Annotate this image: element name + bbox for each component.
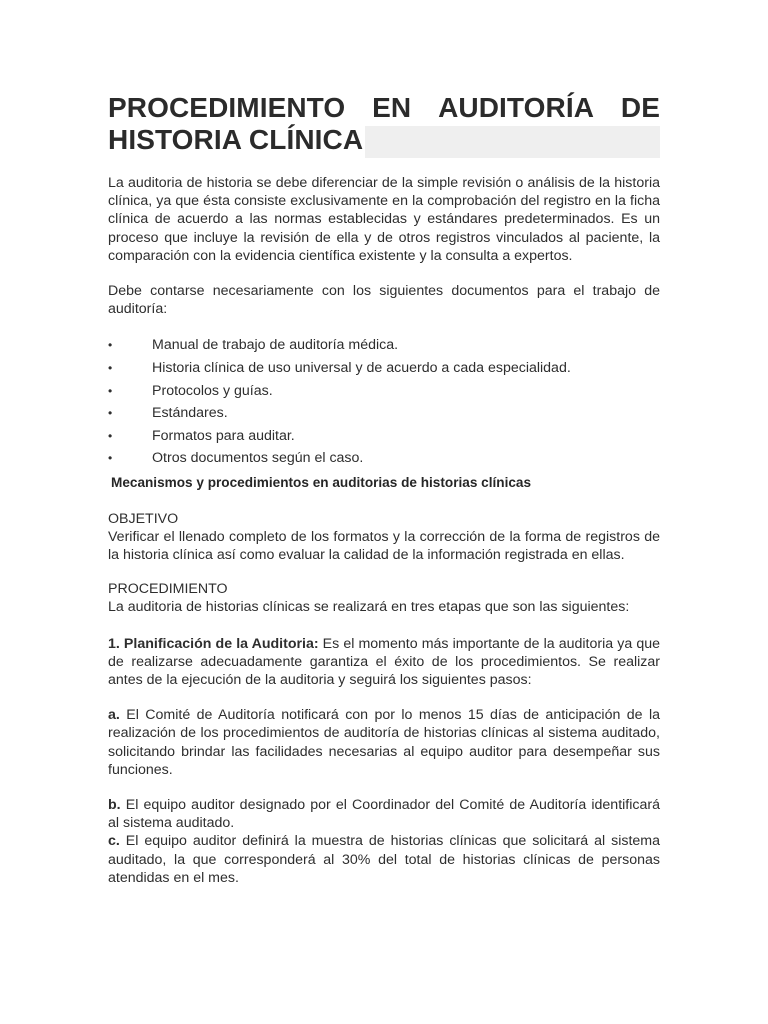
title-word: EN [372,92,412,123]
list-item [108,425,660,448]
list-item [108,447,660,470]
title-highlight [365,126,660,158]
documents-intro-paragraph: Debe contarse necesariamente con los siguientes documentos para el trabajo de auditoría: [108,283,660,318]
item-b-paragraph [108,796,660,832]
bullet-icon: • [108,428,113,443]
intro-paragraph: La auditoria de historia se debe diferenciar de la simple revisión o análisis de la historia clínica, ya que ésta consiste exclusivamente en la comprobación del registro en la ficha clínica de acuerdo a las normas establecidas y estándares predeterminados. Es un proceso que incluye la revisión de ella y de otros registros vinculados al paciente, la comparación con la evidencia científica existente y la consulta a expertos. [108,175,660,264]
item-c-label: c. [108,833,120,850]
objective-paragraph: Verificar el llenado completo de los formatos y la corrección de la forma de registros de la historia clínica así como evaluar la calidad de la información registrada en ellas. [108,528,660,564]
item-a-label: a. [108,707,120,724]
step-1-text: Es el momento más importante de la auditoria ya que de realizarse adecuadamente garantiza el éxito de los procedimientos. Se realizar antes de la ejecución de la auditoria y seguirá los siguientes pasos: [108,635,660,688]
item-b-text: El equipo auditor designado por el Coordinador del Comité de Auditoría identificará al sistema auditado. [108,797,660,832]
bullet-icon: • [108,451,113,466]
objective-heading: OBJETIVO [108,510,179,527]
procedure-paragraph: La auditoria de historias clínicas se realizará en tres etapas que son las siguientes: [108,599,630,616]
title-line-2 [108,124,660,156]
procedure-heading: PROCEDIMIENTO [108,581,228,598]
list-item [108,357,660,380]
title-word: DE [620,92,660,123]
list-item-text: Historia clínica de uso universal y de acuerdo a cada especialidad. [152,360,571,377]
bullet-icon: • [108,383,113,398]
item-c-paragraph [108,832,660,887]
list-item-text: Estándares. [152,405,228,422]
bullet-icon: • [108,406,113,421]
item-a-text: El Comité de Auditoría notificará con por lo menos 15 días de anticipación de la realización de los procedimientos de auditoría de historias clínicas al sistema auditado, solicitando brindar las facilidades necesarias al equipo auditor para desempeñar sus funciones. [108,707,660,778]
step-1-paragraph [108,635,660,690]
title-word: PROCEDIMIENTO [108,92,346,123]
list-item-text: Otros documentos según el caso. [152,450,364,467]
list-item [108,402,660,425]
item-b-label: b. [108,797,121,814]
list-item [108,334,660,357]
bullet-icon: • [108,338,113,353]
step-1-label: 1. Planificación de la Auditoria: [108,635,319,652]
list-item [108,380,660,403]
documents-list [108,334,660,470]
document-title [108,92,660,156]
item-c-text: El equipo auditor definirá la muestra de historias clínicas que solicitará al sistema auditado, la que corresponderá al 30% del total de historias clínicas de personas atendidas en el mes. [108,833,660,886]
list-item-text: Manual de trabajo de auditoría médica. [152,337,399,354]
item-a-paragraph [108,706,660,779]
mechanisms-heading: Mecanismos y procedimientos en auditorias de historias clínicas [111,474,532,490]
title-word: AUDITORÍA [438,92,595,123]
title-line-1 [108,92,660,124]
document-page [108,92,660,887]
list-item-text: Formatos para auditar. [152,427,295,444]
title-line-2-text: HISTORIA CLÍNICA [108,124,364,155]
bullet-icon: • [108,361,113,376]
list-item-text: Protocolos y guías. [152,382,273,399]
